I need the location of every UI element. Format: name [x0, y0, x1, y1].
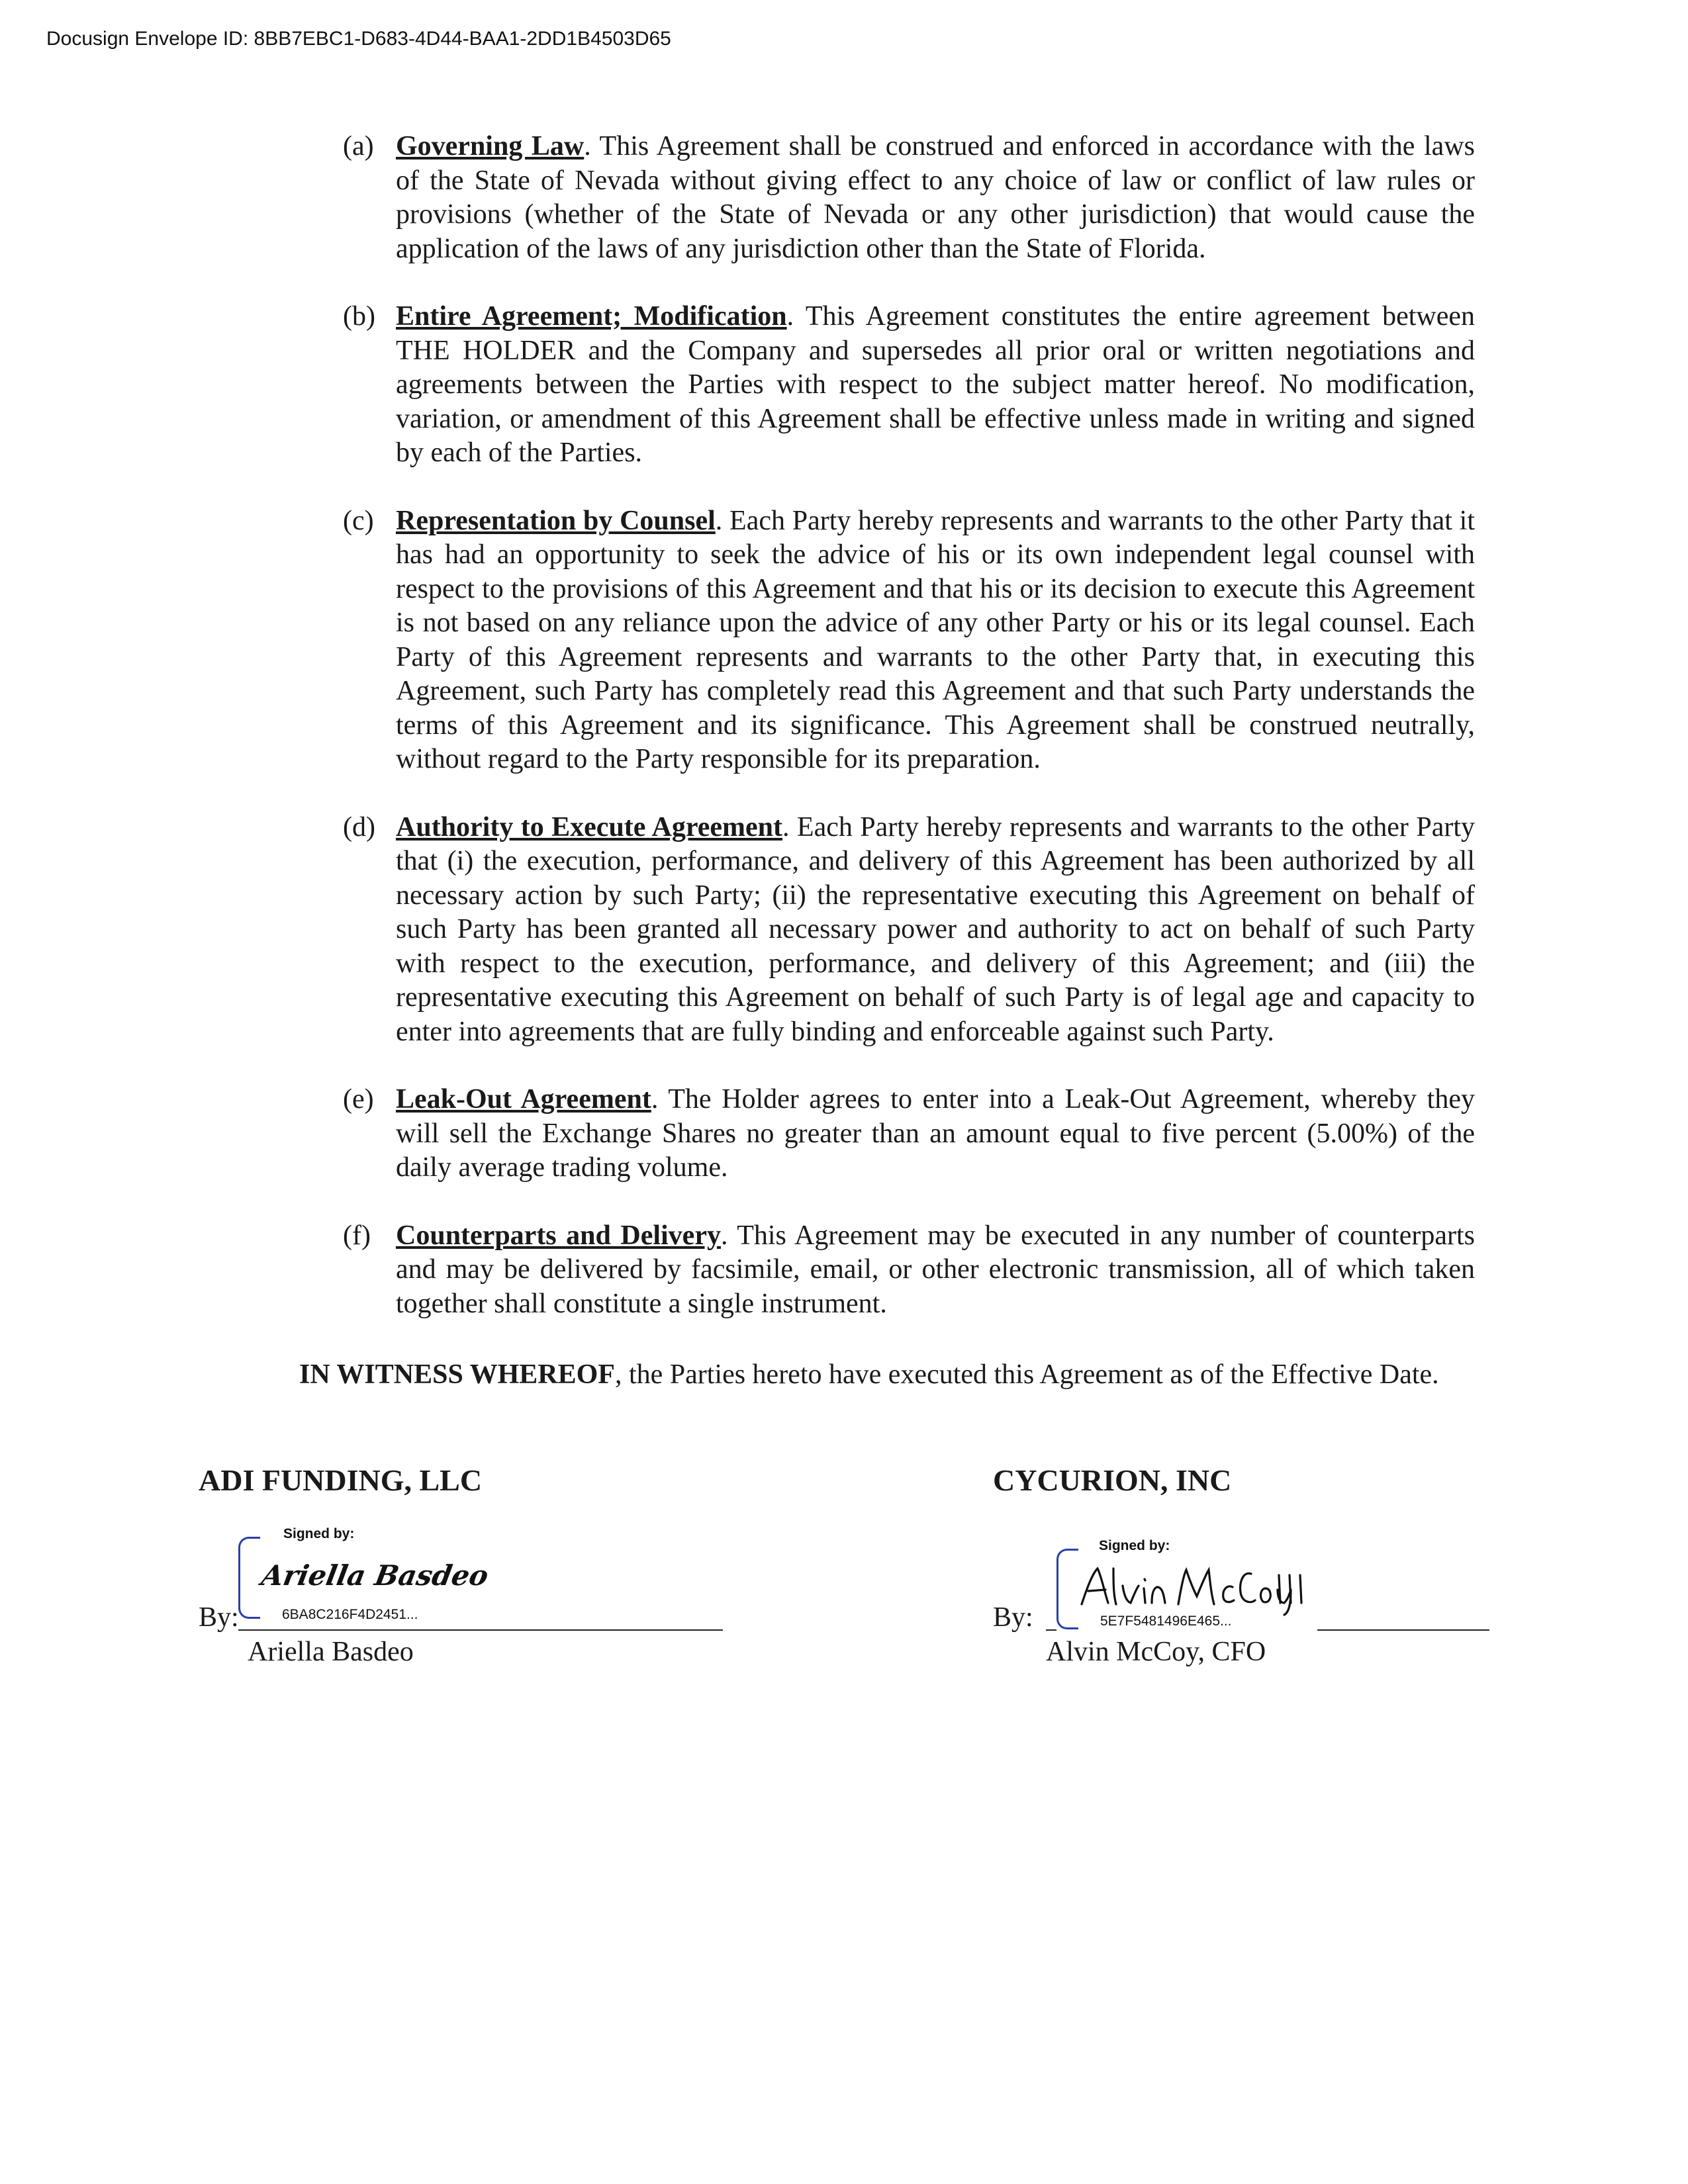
clause-text: . Each Party hereby represents and warrants to the other Party that (i) the execution, performance, and delivery of this Agreement has been authorized by all necessary action by such Party; (ii) the representative executing this Agreement on behalf of such Party has been granted all necessary power and authority to act on behalf of such Party with respect to the execution, performance, and delivery of this Agreement; and (iii) the representative executing this Agreement on behalf of such Party is of legal age and capacity to enter into agreements that are fully binding and enforceable against such Party.: [396, 811, 1475, 1047]
envelope-id: Docusign Envelope ID: 8BB7EBC1-D683-4D44-BAA1-2DD1B4503D65: [46, 28, 671, 50]
right-signature-id: 5E7F5481496E465...: [1100, 1614, 1232, 1629]
witness-heading: IN WITNESS WHEREOF: [299, 1359, 615, 1390]
right-signature-line-start: [1046, 1629, 1056, 1631]
left-signature-image: [259, 1552, 491, 1598]
clause-governing-law: [343, 130, 1475, 266]
clause-entire-agreement: [343, 300, 1475, 471]
right-signature-image: [1078, 1562, 1303, 1615]
witness-text: , the Parties hereto have executed this Agreement as of the Effective Date.: [614, 1359, 1439, 1390]
clause-letter: (a): [343, 131, 374, 161]
clause-text: . Each Party hereby represents and warrants to the other Party that it has had an opportunity to seek the advice of his or its own independent legal counsel with respect to the provisions of this Agreement and that his or its decision to execute this Agreement is not based on any reliance upon the advice of any other Party or his or its legal counsel. Each Party of this Agreement represents and warrants to the other Party that, in executing this Agreement, such Party has completely read this Agreement and that such Party understands the terms of this Agreement and its significance. This Agreement shall be construed neutrally, without regard to the Party responsible for its preparation.: [396, 505, 1475, 774]
left-party-name: ADI FUNDING, LLC: [199, 1463, 483, 1497]
clause-letter: (c): [343, 505, 374, 536]
clause-counterparts-and-delivery: [343, 1219, 1475, 1322]
clause-text: . This Agreement may be executed in any number of counterparts and may be delivered by facsimile, email, or other electronic transmission, all of which taken together shall constitute a single instrument.: [396, 1220, 1475, 1319]
clause-letter: (e): [343, 1084, 374, 1115]
right-signature-line: [1317, 1629, 1489, 1631]
left-signature-id: 6BA8C216F4D2451...: [282, 1607, 418, 1622]
clause-authority-to-execute: [343, 811, 1475, 1050]
clause-title: Entire Agreement; Modification: [396, 301, 787, 332]
clause-title: Authority to Execute Agreement: [396, 811, 783, 842]
clause-text: . This Agreement shall be construed and enforced in accordance with the laws of the State of Nevada without giving effect to any choice of law or conflict of law rules or provisions (whether of the State of Nevada or any other jurisdiction) that would cause the application of the laws of any jurisdiction other than the State of Florida.: [396, 131, 1475, 264]
left-by-label: By:: [199, 1602, 239, 1633]
clause-leak-out-agreement: [343, 1083, 1475, 1185]
left-signature-bracket: [238, 1537, 260, 1619]
clause-title: Representation by Counsel: [396, 505, 716, 536]
svg-text:Ariella Basdeo: Ariella Basdeo: [259, 1559, 491, 1592]
left-signed-by-label: Signed by:: [283, 1526, 355, 1541]
clause-title: Counterparts and Delivery: [396, 1220, 721, 1251]
clause-text: . The Holder agrees to enter into a Leak-Out Agreement, whereby they will sell the Exchange Shares no greater than an amount equal to five percent (5.00%) of the daily average trading volume.: [396, 1084, 1475, 1183]
right-signed-by-label: Signed by:: [1099, 1538, 1170, 1553]
right-signer-name: Alvin McCoy, CFO: [1046, 1637, 1266, 1667]
clause-letter: (f): [343, 1220, 371, 1251]
right-by-label: By:: [993, 1602, 1033, 1633]
clause-representation-by-counsel: [343, 504, 1475, 777]
clause-letter: (d): [343, 811, 375, 842]
right-signature-bracket: [1056, 1549, 1078, 1629]
left-signature-line: [238, 1629, 723, 1631]
clause-list: [343, 130, 1475, 1355]
right-party-name: CYCURION, INC: [993, 1463, 1232, 1497]
witness-statement: [199, 1358, 1486, 1392]
clause-title: Leak-Out Agreement: [396, 1084, 651, 1115]
clause-title: Governing Law: [396, 131, 585, 161]
clause-text: . This Agreement constitutes the entire agreement between THE HOLDER and the Company and supersedes all prior oral or written negotiations and agreements between the Parties with respect to the subject matter hereof. No modification, variation, or amendment of this Agreement shall be effective unless made in writing and signed by each of the Parties.: [396, 301, 1475, 468]
left-signer-name: Ariella Basdeo: [248, 1637, 414, 1667]
clause-letter: (b): [343, 301, 375, 332]
